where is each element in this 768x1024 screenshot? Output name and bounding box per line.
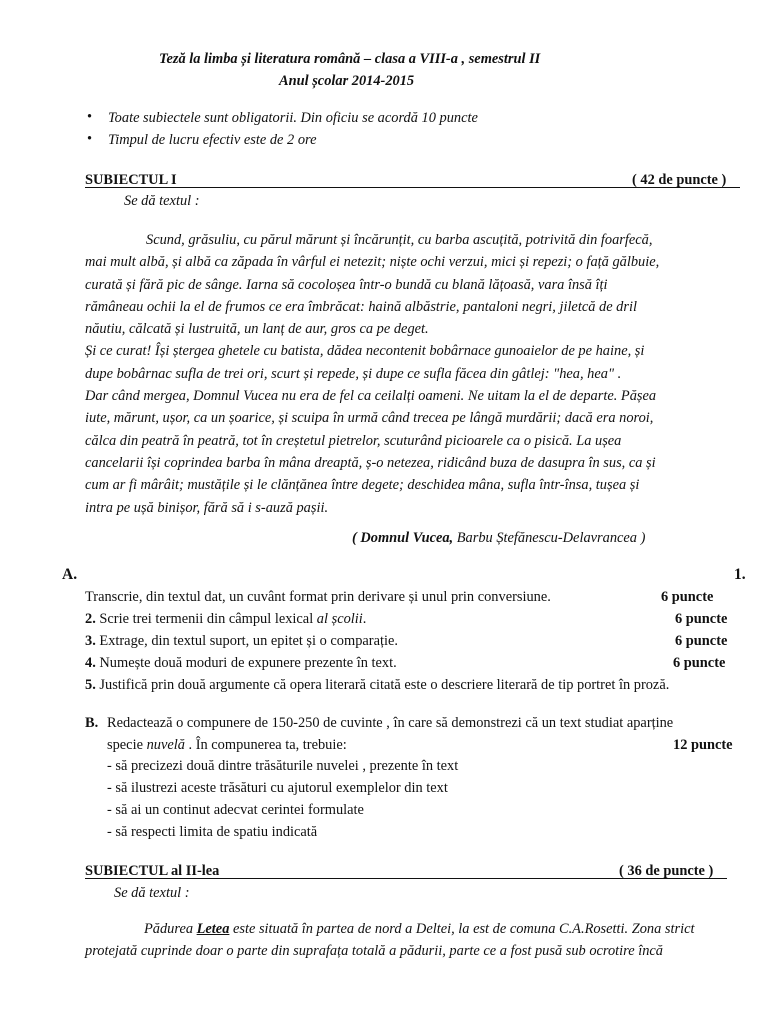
section-1-text xyxy=(85,229,659,519)
section-2-title: SUBIECTUL al II-lea xyxy=(85,863,220,879)
section-2-text xyxy=(85,918,695,963)
text-line: dupe bobârnac sufla de trei ori, scurt și repede, și dupe ce sufla făcea din gâtlej: "hea, hea" . xyxy=(85,365,622,382)
item-2-points: 6 puncte xyxy=(675,611,728,627)
part-b-points: 12 puncte xyxy=(673,737,733,753)
text-line: cancelarii își coprindea barba în mâna dreaptă, ș-o netezea, ridicând buza de dasupra în sus, ca și xyxy=(85,454,656,471)
instruction-2: Timpul de lucru efectiv este de 2 ore xyxy=(108,132,317,148)
section-1-title: SUBIECTUL I xyxy=(85,172,177,188)
text-line: iute, mărunt, ușor, ca un șoarice, și scuipa în urmă când trecea pe lângă murdării; dacă era noroi, xyxy=(85,410,654,427)
text-line: cum ar fi mârâit; mustățile și le clănțănea între degete; deschidea mâna, sufla într-însa, tușea și xyxy=(85,477,640,494)
part-b-req-3: - să ai un continut adecvat cerintei formulate xyxy=(107,802,364,818)
part-b-req-2: - să ilustrezi aceste trăsături cu ajutorul exemplelor din text xyxy=(107,780,448,796)
text-line: năutiu, călcată și lustruită, un lanț de aur, gros ca pe deget. xyxy=(85,321,429,338)
item-5-text: 5. Justifică prin două argumente că opera literară citată este o descriere literară de tip portret în proză. xyxy=(85,677,670,693)
section-2-points: ( 36 de puncte ) xyxy=(619,863,714,879)
text-line: curată și fără pic de sânge. Iarna să cocoloșea într-o bundă cu blană lățoasă, vara însă îți xyxy=(85,276,608,293)
item-4-text: 4. Numește două moduri de expunere prezente în text. xyxy=(85,655,397,671)
text-line: Dar când mergea, Domnul Vucea nu era de fel ca ceilalți oameni. Ne uitam la el de departe. Pășea xyxy=(85,388,657,405)
item-1-points: 6 puncte xyxy=(661,589,714,605)
section-1-intro: Se dă textul : xyxy=(124,193,200,209)
title-line-2: Anul școlar 2014-2015 xyxy=(279,73,415,89)
title-line-1: Teză la limba și literatura română – clasa a VIII-a , semestrul II xyxy=(159,51,541,67)
text-line: Pădurea Letea este situată în partea de nord a Deltei, la est de comuna C.A.Rosetti. Zona strict xyxy=(144,921,695,937)
bullet-icon: • xyxy=(87,131,93,147)
section-2-rule xyxy=(85,878,727,879)
text-line: călca din peatră în peatră, tot în creștetul pietrelor, scuturând picioarele ca o pisică. La ușea xyxy=(85,432,622,449)
section-1-points: ( 42 de puncte ) xyxy=(632,172,727,188)
attribution: ( Domnul Vucea, Barbu Ștefănescu-Delavrancea ) xyxy=(352,530,646,546)
item-1-number: 1. xyxy=(734,566,746,583)
item-3-text: 3. Extrage, din textul suport, un epitet și o comparație. xyxy=(85,633,398,649)
section-2-intro: Se dă textul : xyxy=(114,885,190,901)
text-line: protejată cuprinde doar o parte din suprafața totală a pădurii, parte ce a fost pusă sub ocrotire încă xyxy=(85,943,663,960)
bullet-icon: • xyxy=(87,109,93,125)
part-b-req-1: - să precizezi două dintre trăsăturile nuvelei , prezente în text xyxy=(107,758,459,774)
part-b-text-1: Redactează o compunere de 150-250 de cuvinte , în care să demonstrezi că un text studiat aparține xyxy=(107,715,674,731)
item-1-text: Transcrie, din textul dat, un cuvânt format prin derivare și unul prin conversiune. xyxy=(85,589,551,605)
item-4-points: 6 puncte xyxy=(673,655,726,671)
text-line: rămâneau ochii la el de frumos ce era îmbrăcat: haină albăstrie, pantaloni negri, jiletcă de dril xyxy=(85,298,637,315)
item-2-text: 2. Scrie trei termenii din câmpul lexical al școlii. xyxy=(85,611,367,627)
part-b-req-4: - să respecti limita de spatiu indicată xyxy=(107,824,318,840)
text-line: intra pe ușă binișor, fără să i s-auză pașii. xyxy=(85,499,329,516)
part-b-text-2: specie nuvelă . În compunerea ta, trebuie: xyxy=(107,737,347,753)
text-line: mai mult albă, și albă ca zăpada în vârful ei netezit; niște ochi verzui, mici și repezi; o față gălbuie, xyxy=(85,254,660,271)
item-3-points: 6 puncte xyxy=(675,633,728,649)
part-b-label: B. xyxy=(85,715,99,731)
text-line: Și ce curat! Își ștergea ghetele cu batista, dădea necontenit bobârnace gunoaielor de pe haine, și xyxy=(85,343,645,360)
section-1-rule xyxy=(85,187,740,188)
instruction-1: Toate subiectele sunt obligatorii. Din oficiu se acordă 10 puncte xyxy=(108,110,478,126)
text-line: Scund, grăsuliu, cu părul mărunt și încărunțit, cu barba ascuțită, potrivită din foarfecă, xyxy=(146,232,653,248)
part-a-label: A. xyxy=(62,566,78,583)
